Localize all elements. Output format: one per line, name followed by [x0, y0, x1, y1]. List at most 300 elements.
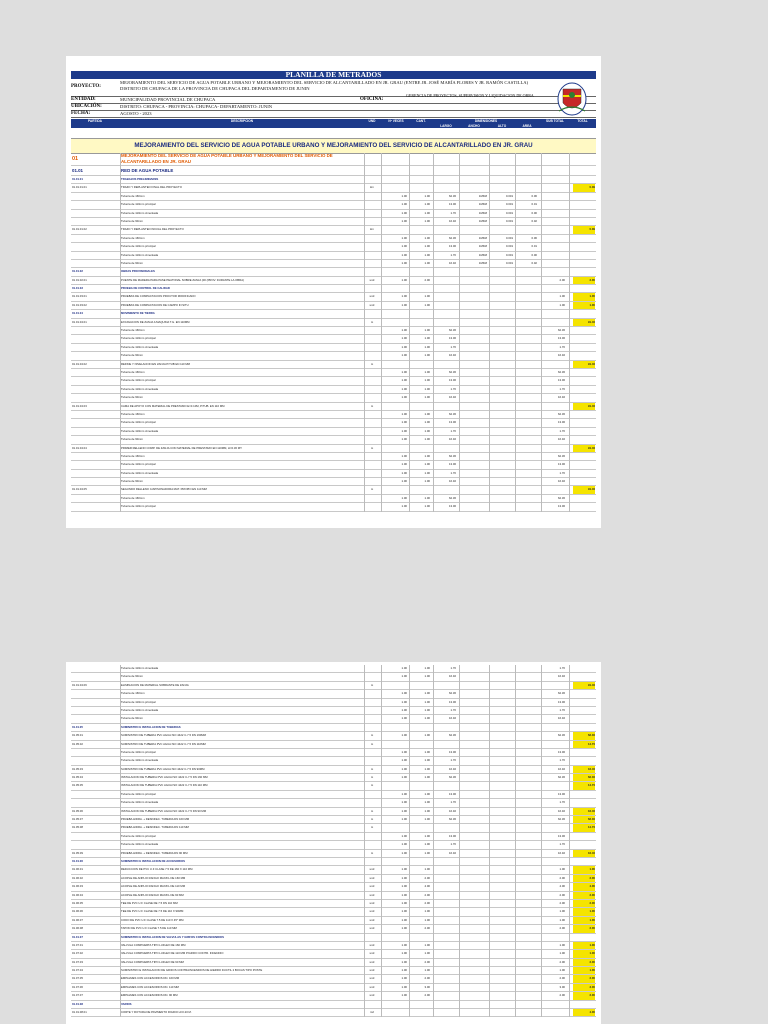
grid-line [489, 153, 490, 512]
cell-sub: 2.00 [559, 875, 565, 880]
table-row [71, 252, 596, 260]
cell-code: 01.05.02 [72, 741, 83, 746]
cell-cant: 2.00 [424, 926, 430, 931]
cell-desc: CORTE Y ROTURA DE PAVIMENTO RIGIDO H=0.20 M. [121, 1010, 192, 1015]
cell-desc: PRUEBA HIDRA. + DESINFEC. TUBERIA DN 160 MM [121, 817, 190, 822]
cell-desc: TRAZO Y REPLANTEO FINAL DEL PROYECTO [121, 185, 182, 190]
cell-unit: m [370, 808, 374, 813]
cell-unit: km [370, 227, 374, 232]
cell-sub: 16.40 [558, 716, 565, 721]
cell-desc: MOVIMIENTO DE TIERRA [121, 311, 155, 316]
table-row [71, 766, 596, 774]
cell-code: 01.07.05 [72, 976, 83, 981]
cell-nv: 1.00 [401, 968, 407, 973]
grid-line [515, 665, 516, 1017]
cell-desc: VALVULA COMPUERTA TIPO LUFLEX DE 160 MM [121, 942, 186, 947]
cell-nv: 1.00 [401, 344, 407, 349]
cell-desc: Tubería de 110mm cimentada [121, 800, 158, 805]
cell-nv: 1.00 [401, 495, 407, 500]
cell-code: 01.01.08.01 [72, 1010, 87, 1015]
cell-code: 01.01.04.04 [72, 445, 87, 450]
cell-code: 01.05.03 [72, 766, 83, 771]
cell-sub: 1.00 [559, 942, 565, 947]
cell-code: 01.01.01.01 [72, 185, 87, 190]
cell-desc: Tubería de 110mm principal [121, 336, 156, 341]
table-row [71, 361, 596, 369]
cell-desc: Tubería de 160mm [121, 193, 145, 198]
cell-nv: 1.00 [401, 959, 407, 964]
cell-cant: 1.00 [424, 328, 430, 333]
cell-desc: PRUEBAS DE COMPACTACION PROCTOR MODIFICADO [121, 294, 196, 299]
cell-nv: 1.00 [401, 699, 407, 704]
cell-cant: 1.00 [424, 775, 430, 780]
cell-unit: und [369, 277, 375, 282]
cell-code: 01.06.05 [72, 900, 83, 905]
table-row [71, 394, 596, 402]
table-row [71, 791, 596, 799]
cell-desc: Tubería de 110mm cimentada [121, 252, 158, 257]
cell-unit: und [369, 867, 375, 872]
col-veces: Nº VECES [388, 119, 404, 123]
cell-cant: 1.00 [424, 504, 430, 509]
cell-tot: 2.00 [573, 892, 595, 899]
cell-unit: m [370, 445, 374, 450]
cell-cant: 1.00 [424, 495, 430, 500]
table-row [71, 436, 596, 444]
cell-nv: 1.00 [401, 252, 407, 257]
cell-cant: 1.00 [424, 453, 430, 458]
cell-code: 01.01.04.03 [72, 403, 87, 408]
cell-code: 01.07.04 [72, 968, 83, 973]
cell-sub: 16.40 [558, 479, 565, 484]
table-row [71, 757, 596, 765]
cell-sub: 1.00 [559, 302, 565, 307]
cell-sub: 16.40 [558, 437, 565, 442]
grid-line [120, 665, 121, 1017]
cell-unit: und [369, 302, 375, 307]
cell-desc: SUMINISTRO E INSTALACION DE VALVULAS Y GRIFOS CONTRA INCENDIOS [121, 934, 224, 939]
table-row [71, 774, 596, 782]
cell-cant: 1.00 [424, 302, 430, 307]
cell-sub: 2.00 [559, 277, 565, 282]
cell-desc: Tubería de 160mm [121, 369, 145, 374]
cell-desc: ACOPLE DE ANPLIO RANGO MAX/FL DE 110 MM [121, 884, 186, 889]
cell-cant: 1.00 [424, 758, 430, 763]
cell-nv: 1.00 [401, 716, 407, 721]
table-row [71, 403, 596, 411]
cell-unit: m [370, 775, 374, 780]
cell-unit: und [369, 884, 375, 889]
cell-nv: 1.00 [401, 892, 407, 897]
cell-tot: 1.00 [573, 302, 595, 309]
cell-unit: m [370, 817, 374, 822]
table-row [71, 302, 596, 310]
cell-desc: PRIMER RELLENO COMP. DE ZANJA CON MATERIAL DE PRESTAMO EN 110MM, H=0.30 MT. [121, 445, 243, 450]
cell-desc: Tubería de 110mm cimentada [121, 842, 158, 847]
cell-nv: 1.00 [401, 420, 407, 425]
cell-desc: EMPALMES CON ACCESORIOS DN. 90 MM [121, 993, 178, 998]
cell-nv: 1.00 [401, 993, 407, 998]
cell-cant: 1.00 [424, 833, 430, 838]
col-cant: CANT. [416, 119, 426, 123]
cell-tot: 0.09 [573, 226, 595, 233]
cell-alt: 0.001 [506, 218, 513, 223]
cell-desc: VARIOS [121, 1001, 132, 1006]
cell-unit: m [370, 850, 374, 855]
table-row [71, 201, 596, 209]
cell-cant: 2.00 [424, 900, 430, 905]
table-row [71, 210, 596, 218]
cell-cant: 1.00 [424, 674, 430, 679]
cell-sub: 1.00 [559, 951, 565, 956]
table-row [71, 184, 596, 192]
cell-nv: 1.00 [401, 244, 407, 249]
cell-nv: 1.00 [401, 386, 407, 391]
fecha-value: AGOSTO - 2023 [120, 111, 152, 116]
cell-lar: 62.30 [449, 775, 456, 780]
cell-nv: 1.00 [401, 733, 407, 738]
section-row [71, 310, 596, 318]
cell-desc: PRUEBA DE CONTROL DE CALIDAD [121, 286, 170, 291]
cell-tot: 16.40 [573, 766, 595, 773]
grid-line [381, 153, 382, 512]
cell-code: 01.06.08 [72, 926, 83, 931]
cell-cant: 1.00 [424, 942, 430, 947]
cell-nv: 1.00 [401, 817, 407, 822]
cell-unit: m [370, 783, 374, 788]
table-row [71, 950, 596, 958]
table-row [71, 908, 596, 916]
cell-tot: 2.00 [573, 925, 595, 932]
cell-tot: 14.70 [573, 741, 595, 748]
table-row [71, 942, 596, 950]
col-alto: ALTO [497, 123, 507, 128]
cell-desc: Tubería de 160mm [121, 691, 145, 696]
cell-nv: 1.00 [401, 691, 407, 696]
cell-unit: und [369, 968, 375, 973]
group-row [71, 153, 596, 166]
cell-alt: 0.001 [506, 193, 513, 198]
cell-cant: 1.00 [424, 817, 430, 822]
cell-nv: 1.00 [401, 479, 407, 484]
table-row [71, 975, 596, 983]
cell-sub: 62.30 [558, 495, 565, 500]
cell-desc: Tubería de 110mm cimentada [121, 428, 158, 433]
cell-nv: 1.00 [401, 260, 407, 265]
cell-tot: 4.00 [573, 1009, 595, 1016]
cell-unit: m [370, 741, 374, 746]
table-row [71, 419, 596, 427]
section-row [71, 176, 596, 184]
cell-tot: 1.00 [573, 293, 595, 300]
sheet-page-2 [66, 662, 601, 1024]
cell-desc: Tubería de 110mm cimentada [121, 386, 158, 391]
cell-desc: REDUCCION DE PVC U.F CLASE 7.5 DE 160 X 110 MM [121, 867, 193, 872]
fecha-label: FECHA: [71, 111, 91, 116]
grid-line [364, 665, 365, 1017]
cell-desc: VALVULA COMPUERTA TIPO LUFLEX DE 110 MM P/GRIFO CONTR. INCENDIO [121, 951, 224, 956]
cell-cant: 1.00 [424, 386, 430, 391]
col-area: AREA [522, 123, 532, 128]
cell-desc: Tubería de 110mm cimentada [121, 707, 158, 712]
col-und: UND [368, 119, 376, 123]
cell-unit: m [370, 319, 374, 324]
proyecto-label: PROYECTO: [71, 84, 101, 89]
cell-desc: Tubería de 160mm [121, 411, 145, 416]
cell-desc: Tubería de 90mm [121, 353, 143, 358]
cell-code: 01.07.02 [72, 951, 83, 956]
cell-anc: 1MKM [478, 252, 487, 257]
cell-code: 01.05.04 [72, 775, 83, 780]
cell-sub: 3.00 [559, 984, 565, 989]
cell-sub: 2.00 [559, 892, 565, 897]
cell-nv: 1.00 [401, 749, 407, 754]
cell-cant: 1.00 [424, 193, 430, 198]
cell-sub: 1.00 [559, 917, 565, 922]
cell-lar: 1.70 [450, 707, 456, 712]
cell-code: 01.06.07 [72, 917, 83, 922]
cell-sub: 1.70 [559, 758, 565, 763]
col-total: TOTAL [577, 119, 588, 123]
cell-are: 0.06 [531, 193, 537, 198]
cell-nv: 1.00 [401, 942, 407, 947]
cell-code: 01.07.03 [72, 959, 83, 964]
table-row [71, 470, 596, 478]
metrados-table-page-1 [71, 153, 596, 512]
cell-lar: 1.70 [450, 210, 456, 215]
cell-anc: 1MKM [478, 210, 487, 215]
grid-line [409, 153, 410, 512]
cell-desc: Tubería de 90mm [121, 395, 143, 400]
cell-nv: 1.00 [401, 884, 407, 889]
cell-nv: 1.00 [401, 808, 407, 813]
cell-cant: 1.00 [424, 699, 430, 704]
section-row [71, 724, 596, 732]
table-row [71, 984, 596, 992]
table-row [71, 369, 596, 377]
cell-desc: Tubería de 90mm [121, 218, 143, 223]
cell-desc: Tubería de 90mm [121, 260, 143, 265]
cell-are: 0.06 [531, 235, 537, 240]
cell-code: 01.01.03.01 [72, 294, 87, 299]
cell-tot: 2.00 [573, 975, 595, 982]
cell-sub: 16.40 [558, 353, 565, 358]
cell-sub: 2.00 [559, 959, 565, 964]
cell-sub: 13.00 [558, 378, 565, 383]
cell-nv: 1.00 [401, 437, 407, 442]
cell-desc: Tubería de 110mm principal [121, 749, 156, 754]
cell-sub: 2.00 [559, 900, 565, 905]
cell-nv: 1.00 [401, 926, 407, 931]
cell-sub: 2.00 [559, 993, 565, 998]
table-row [71, 967, 596, 975]
cell-nv: 1.00 [401, 791, 407, 796]
cell-nv: 1.00 [401, 470, 407, 475]
cell-alt: 0.001 [506, 210, 513, 215]
cell-desc: SUMINISTRO DE TUBERIA PVC AGUA ISO 4422 C-7.5 DN 90MM [121, 766, 205, 771]
cell-desc: REFINE Y NIVELACION EN ZANJA P/TUB EN 110 MM [121, 361, 191, 366]
table-row [71, 900, 596, 908]
cell-desc: Tubería de 90mm [121, 437, 143, 442]
cell-desc: EMPALMES CON ACCESORIOS DN. 110 MM [121, 984, 179, 989]
cell-nv: 1.00 [401, 218, 407, 223]
grid-line [459, 153, 460, 512]
cell-desc: Tubería de 110mm principal [121, 202, 156, 207]
cell-desc: CODO DE PVC U.F CLASE 7.5 DE 110 X 45° MM [121, 917, 184, 922]
cell-nv: 1.00 [401, 395, 407, 400]
cell-tot: 2.00 [573, 875, 595, 882]
col-dimensiones: DIMENSIONES [474, 119, 498, 123]
cell-code: 01.06.01 [72, 867, 83, 872]
table-row [71, 377, 596, 385]
cell-are: 0.01 [531, 244, 537, 249]
cell-sub: 13.00 [558, 791, 565, 796]
cell-code: 01.01.04.02 [72, 361, 87, 366]
cell-lar: 62.30 [449, 495, 456, 500]
cell-unit: km [370, 185, 374, 190]
table-row [71, 875, 596, 883]
cell-cant: 1.00 [424, 808, 430, 813]
cell-cant: 1.00 [424, 202, 430, 207]
table-row [71, 715, 596, 723]
cell-are: 0.02 [531, 260, 537, 265]
cell-lar: 62.30 [449, 328, 456, 333]
cell-cant: 1.00 [424, 235, 430, 240]
table-row [71, 866, 596, 874]
cell-sub: 62.30 [558, 411, 565, 416]
cell-cant: 1.00 [424, 369, 430, 374]
cell-tot: 91.40 [573, 445, 595, 452]
cell-desc: SUMINISTRO DE TUBERIA PVC AGUA ISO 4422 C-7.5 DN 160MM [121, 733, 206, 738]
cell-nv: 1.00 [401, 766, 407, 771]
cell-cant: 2.00 [424, 959, 430, 964]
cell-desc: OBRAS PROVISIONALES [121, 269, 155, 274]
table-row [71, 495, 596, 503]
grid-line [569, 665, 570, 1017]
cell-desc: Tubería de 160mm [121, 495, 145, 500]
section-row [71, 268, 596, 276]
cell-code: 01.01.01.02 [72, 227, 87, 232]
cell-sub: 13.00 [558, 749, 565, 754]
table-row [71, 816, 596, 824]
cell-sub: 1.00 [559, 909, 565, 914]
cell-cant: 1.00 [424, 244, 430, 249]
cell-code: 01.06.06 [72, 909, 83, 914]
cell-code: 01.01.02.01 [72, 277, 87, 282]
cell-desc: ACOPLE DE ANPLIO RANGO MAX/FL DE 160 MM [121, 875, 186, 880]
cell-tot: 3.00 [573, 984, 595, 991]
table-row [71, 352, 596, 360]
sheet-title: PLANILLA DE METRADOS [71, 71, 596, 79]
cell-cant: 1.00 [424, 378, 430, 383]
cell-lar: 1.70 [450, 842, 456, 847]
cell-desc: TRAZO Y REPLANTEO INICIAL DEL PROYECTO [121, 227, 184, 232]
cell-desc: INSTALACION DE TUBERIA PVC AGUA ISO 4422 C-7.5 DN 110 MM [121, 783, 208, 788]
cell-sub: 16.40 [558, 674, 565, 679]
cell-tot: 1.00 [573, 967, 595, 974]
cell-lar: 16.40 [449, 850, 456, 855]
table-row [71, 428, 596, 436]
cell-lar: 13.00 [449, 244, 456, 249]
cell-lar: 1.70 [450, 470, 456, 475]
table-row [71, 218, 596, 226]
cell-nv: 1.00 [401, 666, 407, 670]
cell-desc: Tubería de 160mm [121, 453, 145, 458]
cell-code: 01.05.09 [72, 850, 83, 855]
table-row [71, 682, 596, 690]
cell-lar: 16.40 [449, 479, 456, 484]
cell-cant: 1.00 [424, 218, 430, 223]
cell-nv: 1.00 [401, 674, 407, 679]
cell-lar: 13.00 [449, 202, 456, 207]
cell-code: 01.01.02 [72, 269, 83, 274]
cell-code: 01.01 [72, 168, 83, 173]
table-row [71, 741, 596, 749]
cell-cant: 2.00 [424, 892, 430, 897]
cell-desc: TEE DE PVC U.F CLASE DE 7.5 DE 110 X 90MM [121, 909, 184, 914]
cell-are: 0.00 [531, 210, 537, 215]
table-row [71, 699, 596, 707]
cell-cant: 1.00 [424, 210, 430, 215]
table-row [71, 892, 596, 900]
cell-lar: 16.40 [449, 716, 456, 721]
cell-sub: 1.70 [559, 470, 565, 475]
cell-desc: PRUEBAS DE COMPACTACION DE CAMPO IN SITU [121, 302, 189, 307]
cell-lar: 1.70 [450, 386, 456, 391]
cell-sub: 62.30 [558, 369, 565, 374]
cell-nv: 1.00 [401, 976, 407, 981]
cell-anc: 1MKM [478, 193, 487, 198]
cell-lar: 13.00 [449, 378, 456, 383]
cell-code: 01.05.05 [72, 783, 83, 788]
cell-desc: EXCAVACION DE ZANJA A MAQUINA T.G. EN 110MM [121, 319, 190, 324]
cell-nv: 1.00 [401, 369, 407, 374]
cell-cant: 1.00 [424, 252, 430, 257]
cell-sub: 16.40 [558, 395, 565, 400]
table-row [71, 665, 596, 673]
cell-code: 01 [72, 156, 79, 162]
cell-alt: 0.001 [506, 244, 513, 249]
table-row [71, 319, 596, 327]
cell-cant: 1.00 [424, 733, 430, 738]
cell-alt: 0.001 [506, 260, 513, 265]
cell-desc: PUENTE DE MADERA PARA PASE PEATONAL SOBRE ZANJA (00 (PROV. DURANTE LA OBRA) [121, 277, 244, 282]
cell-sub: 16.40 [558, 808, 565, 813]
grid-line [515, 153, 516, 512]
cell-cant: 2.00 [424, 277, 430, 282]
cell-code: 01.01.05 [72, 724, 83, 729]
cell-tot: 91.40 [573, 486, 595, 493]
cell-cant: 1.00 [424, 353, 430, 358]
cell-lar: 13.00 [449, 791, 456, 796]
table-row [71, 850, 596, 858]
cell-unit: und [369, 959, 375, 964]
table-row [71, 959, 596, 967]
cell-code: 01.01.01 [72, 177, 83, 181]
cell-desc: RED DE AGUA POTABLE [121, 168, 174, 173]
table-row [71, 503, 596, 511]
cell-nv: 1.00 [401, 850, 407, 855]
cell-desc: TRABAJOS PRELIMINARES [121, 177, 159, 181]
table-row [71, 917, 596, 925]
cell-cant: 1.00 [424, 344, 430, 349]
cell-lar: 16.40 [449, 260, 456, 265]
municipal-seal-icon [553, 81, 591, 117]
cell-code: 01.07.01 [72, 942, 83, 947]
cell-unit: m [370, 361, 374, 366]
cell-code: 01.06.04 [72, 892, 83, 897]
cell-tot: 1.00 [573, 942, 595, 949]
